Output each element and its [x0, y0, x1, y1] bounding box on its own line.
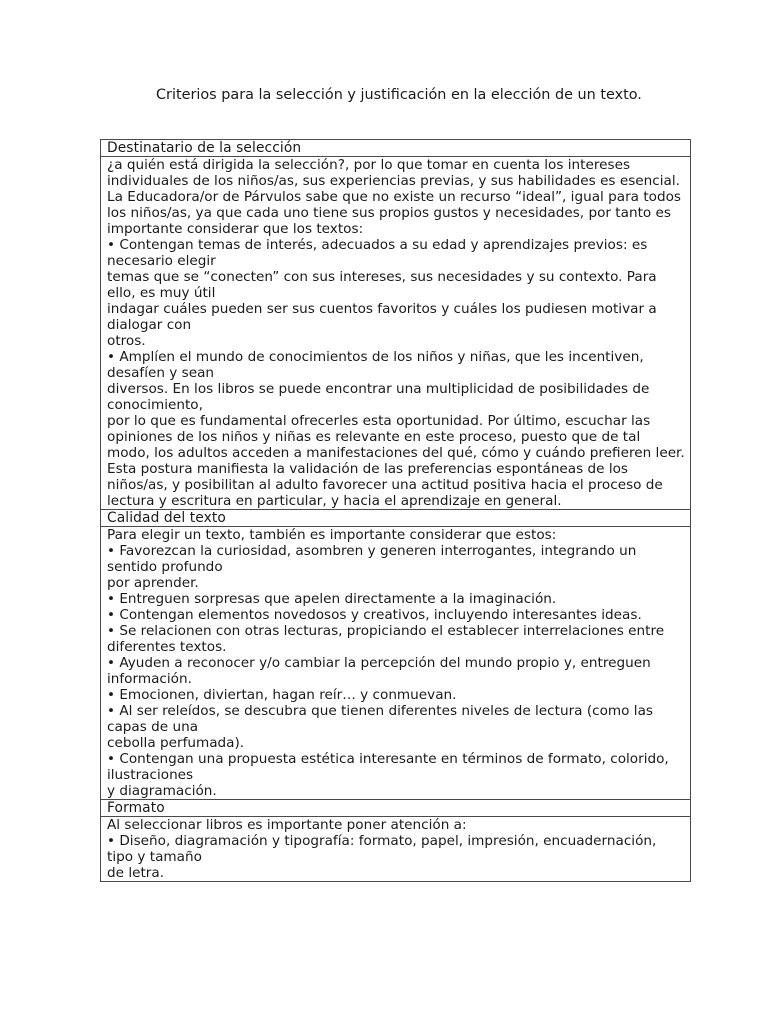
bullet-line: • Amplíen el mundo de conocimientos de los niños y niñas, que les incentiven, desafíen y sean [107, 349, 644, 381]
bullet-line: • Contengan una propuesta estética interesante en términos de formato, colorido, ilustraciones [107, 751, 669, 783]
bullet-line: • Contengan elementos novedosos y creativos, incluyendo interesantes ideas. [107, 607, 642, 623]
body-line: por aprender. [107, 575, 199, 591]
bullet-line: • Emocionen, diviertan, hagan reír… y conmuevan. [107, 687, 457, 703]
section-body-row [101, 527, 691, 800]
body-line: por lo que es fundamental ofrecerles esta oportunidad. Por último, escuchar las opiniones de los niños y niñas es relevante en este proceso, puesto que de tal modo, los adultos acceden a manifestaciones del qué, cómo y cuándo prefieren leer. Esta postura manifiesta la validación de las preferencias espontáneas de los niños/as, y posibilitan al adulto favorecer una actitud positiva hacia el proceso de lectura y escritura en particular, y hacia el aprendizaje en general. [107, 413, 685, 509]
body-line: cebolla perfumada). [107, 735, 245, 751]
section-heading-formato: Formato [101, 800, 691, 817]
section-body-row [101, 817, 691, 882]
section-body-formato [101, 817, 691, 882]
section-header-row [101, 510, 691, 527]
body-line: diversos. En los libros se puede encontrar una multiplicidad de posibilidades de conocimiento, [107, 381, 650, 413]
section-header-row [101, 800, 691, 817]
section-body-destinatario [101, 157, 691, 510]
bullet-line: • Al ser releídos, se descubra que tienen diferentes niveles de lectura (como las capas de una [107, 703, 653, 735]
document-title: Criterios para la selección y justificación en la elección de un texto. [156, 87, 642, 103]
section-header-row [101, 140, 691, 157]
body-line: ¿a quién está dirigida la selección?, por lo que tomar en cuenta los intereses individuales de los niños/as, sus experiencias previas, y sus habilidades es esencial. La Educadora/or de Párvulos sabe que no existe un recurso “ideal”, igual para todos los niños/as, ya que cada uno tiene sus propios gustos y necesidades, por tanto es importante considerar que los textos: [107, 157, 681, 237]
bullet-line: • Diseño, diagramación y tipografía: formato, papel, impresión, encuadernación, tipo y tamaño [107, 833, 657, 865]
body-line: Para elegir un texto, también es importante considerar que estos: [107, 527, 557, 543]
section-body-calidad [101, 527, 691, 800]
bullet-line: • Se relacionen con otras lecturas, propiciando el establecer interrelaciones entre diferentes textos. [107, 623, 665, 655]
bullet-line: • Favorezcan la curiosidad, asombren y generen interrogantes, integrando un sentido profundo [107, 543, 637, 575]
bullet-line: • Ayuden a reconocer y/o cambiar la percepción del mundo propio y, entreguen información. [107, 655, 651, 687]
section-heading-destinatario: Destinatario de la selección [101, 140, 691, 157]
bullet-line: • Contengan temas de interés, adecuados a su edad y aprendizajes previos: es necesario elegir [107, 237, 648, 269]
body-line: temas que se “conecten” con sus intereses, sus necesidades y su contexto. Para ello, es muy útil [107, 269, 657, 301]
bullet-line: • Entreguen sorpresas que apelen directamente a la imaginación. [107, 591, 557, 607]
criteria-table [100, 139, 691, 882]
body-line: y diagramación. [107, 783, 217, 799]
section-body-row [101, 157, 691, 510]
body-line: de letra. [107, 865, 165, 881]
body-line: indagar cuáles pueden ser sus cuentos favoritos y cuáles los pudiesen motivar a dialogar con [107, 301, 657, 333]
body-line: otros. [107, 333, 146, 349]
body-line: Al seleccionar libros es importante poner atención a: [107, 817, 467, 833]
section-heading-calidad: Calidad del texto [101, 510, 691, 527]
